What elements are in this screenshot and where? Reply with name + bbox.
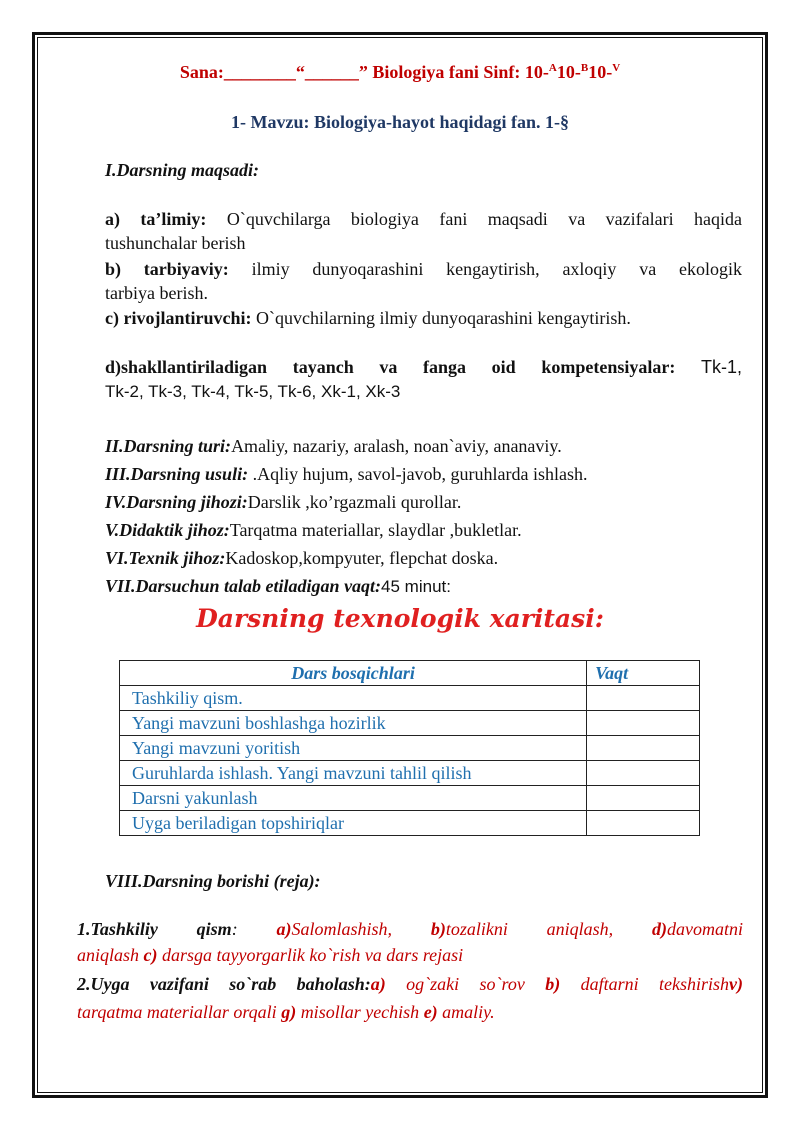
plan-item-1-label: 1.Tashkiliy qism: [77, 919, 232, 939]
table-row: [120, 786, 700, 811]
detail-method-value: .Aqliy hujum, savol-javob, guruhlarda ishlash.: [248, 464, 588, 484]
stage-cell: Yangi mavzuni boshlashga hozirlik: [120, 711, 587, 736]
stage-cell: Darsni yakunlash: [120, 786, 587, 811]
plan-item-1-line1: [77, 917, 743, 941]
goal-b-text: ilmiy dunyoqarashini kengaytirish, axloqiy va ekologik: [251, 259, 743, 279]
plan-item-1-b: b): [430, 919, 446, 939]
plan-item-1-d: d): [652, 919, 668, 939]
goal-b-line2: tarbiya berish.: [105, 283, 208, 303]
detail-didactic-value: Tarqatma materiallar, slaydlar ,bukletlar.: [229, 520, 522, 540]
goal-c: [105, 306, 631, 330]
plan-item-2-label: 2.Uyga vazifani so`rab baholash:: [77, 974, 371, 994]
plan-item-2-b-text: daftarni tekshirish: [580, 974, 730, 994]
detail-method: [105, 462, 588, 486]
plan-item-2-g-text: misollar yechish: [300, 1002, 420, 1022]
table-row: [120, 761, 700, 786]
time-cell: [587, 736, 700, 761]
table-row: [120, 811, 700, 836]
plan-item-2-e: e): [423, 1002, 438, 1022]
detail-technical: [105, 546, 498, 570]
detail-didactic: [105, 518, 522, 542]
goals-heading: I.Darsning maqsadi:: [105, 160, 260, 180]
plan-item-1-colon: :: [231, 919, 238, 939]
plan-item-1-b-text: tozalikni aniqlash,: [445, 919, 614, 939]
stage-cell: Guruhlarda ishlash. Yangi mavzuni tahlil qilish: [120, 761, 587, 786]
lesson-stages-table: [119, 660, 700, 836]
detail-method-label: III.Darsning usuli:: [105, 464, 249, 484]
plan-item-1-c-text: dars: [162, 945, 195, 965]
header-class-b: 10-: [556, 62, 581, 82]
detail-time-label: VII.Darsuchun talab etiladigan vaqt:: [105, 576, 382, 596]
plan-item-2-a-text: og`zaki so`rov: [406, 974, 525, 994]
goal-a-text: O`quvchilarga biologiya fani maqsadi va vazifalari haqida: [226, 209, 742, 229]
table-row: [120, 686, 700, 711]
plan-item-1-c: c): [143, 945, 158, 965]
table-header-row: [120, 661, 700, 686]
header-date-subject: Sana:________“______” Biologiya fani Sinf: 10-: [179, 62, 549, 82]
plan-item-2-v-text: tarqatma materiallar orqali: [77, 1002, 277, 1022]
detail-equipment-label: IV.Darsning jihozi:: [105, 492, 248, 512]
plan-heading: VIII.Darsning borishi (reja):: [105, 871, 321, 891]
plan-item-2-line1: [77, 972, 743, 996]
lesson-header: [0, 60, 800, 84]
plan-item-2-b: b): [545, 974, 561, 994]
detail-technical-value: Kadoskop,kompyuter, flepchat doska.: [225, 548, 499, 568]
plan-item-1-d-text-cont: aniqlash: [77, 945, 140, 965]
goal-a-label: a) ta’limiy:: [105, 209, 207, 229]
class-v-sup: V: [612, 62, 621, 74]
stage-cell: Tashkiliy qism.: [120, 686, 587, 711]
goal-a-line2: tushunchalar berish: [105, 233, 246, 253]
plan-item-1-line2: [77, 943, 463, 967]
goal-c-text: O`quvchilarning ilmiy dunyoqarashini kengaytirish.: [255, 308, 631, 328]
plan-item-1-a: a): [276, 919, 292, 939]
time-cell: [587, 811, 700, 836]
goal-d-line2: Tk-2, Tk-3, Tk-4, Tk-5, Tk-6, Xk-1, Xk-3: [105, 382, 401, 401]
plan-item-1-a-text: Salomlashish,: [291, 919, 393, 939]
table-row: [120, 711, 700, 736]
class-b-sup: B: [580, 62, 589, 74]
header-class-v: 10-: [588, 62, 613, 82]
detail-type: [105, 434, 562, 458]
time-cell: [587, 711, 700, 736]
goal-b-label: b) tarbiyaviy:: [105, 259, 229, 279]
detail-didactic-label: V.Didaktik jihoz:: [105, 520, 230, 540]
goal-d-label: d)shakllantiriladigan tayanch va fanga oid kompetensiyalar:: [105, 357, 676, 377]
time-cell: [587, 786, 700, 811]
detail-type-label: II.Darsning turi:: [105, 436, 232, 456]
goal-d-line1: [105, 355, 742, 379]
detail-equipment-value: Darslik ,ko’rgazmali qurollar.: [247, 492, 462, 512]
table-row: [120, 736, 700, 761]
plan-item-2-e-text: amaliy.: [442, 1002, 495, 1022]
plan-item-2-a: a): [370, 974, 386, 994]
plan-item-2-v: v): [729, 974, 744, 994]
stage-cell: Yangi mavzuni yoritish: [120, 736, 587, 761]
detail-equipment: [105, 490, 461, 514]
goal-a-line1: [105, 207, 742, 231]
detail-time: [105, 574, 451, 599]
plan-item-2-line2: [77, 1000, 495, 1024]
plan-item-1-c-text-cont: ga tayyorgarlik ko`rish va dars rejasi: [194, 945, 464, 965]
time-cell: [587, 686, 700, 711]
topic-title: 1- Mavzu: Biologiya-hayot haqidagi fan. 1-§: [230, 112, 570, 132]
detail-type-value: Amaliy, nazariy, aralash, noan`aviy, ananaviy.: [231, 436, 562, 456]
column-header-time: Vaqt: [587, 661, 700, 686]
detail-technical-label: VI.Texnik jihoz:: [105, 548, 226, 568]
tech-map-title: Darsning texnologik xaritasi:: [196, 604, 604, 633]
goal-c-label: c) rivojlantiruvchi:: [105, 308, 252, 328]
plan-item-2-g: g): [281, 1002, 297, 1022]
goal-b-line1: [105, 257, 742, 281]
detail-time-value: 45 minut:: [381, 577, 451, 596]
time-cell: [587, 761, 700, 786]
class-a-sup: A: [548, 62, 557, 74]
column-header-stages: Dars bosqichlari: [120, 661, 587, 686]
goal-d-text: Tk-1,: [700, 357, 742, 377]
plan-item-1-d-text: davomatni: [667, 919, 744, 939]
stage-cell: Uyga beriladigan topshiriqlar: [120, 811, 587, 836]
